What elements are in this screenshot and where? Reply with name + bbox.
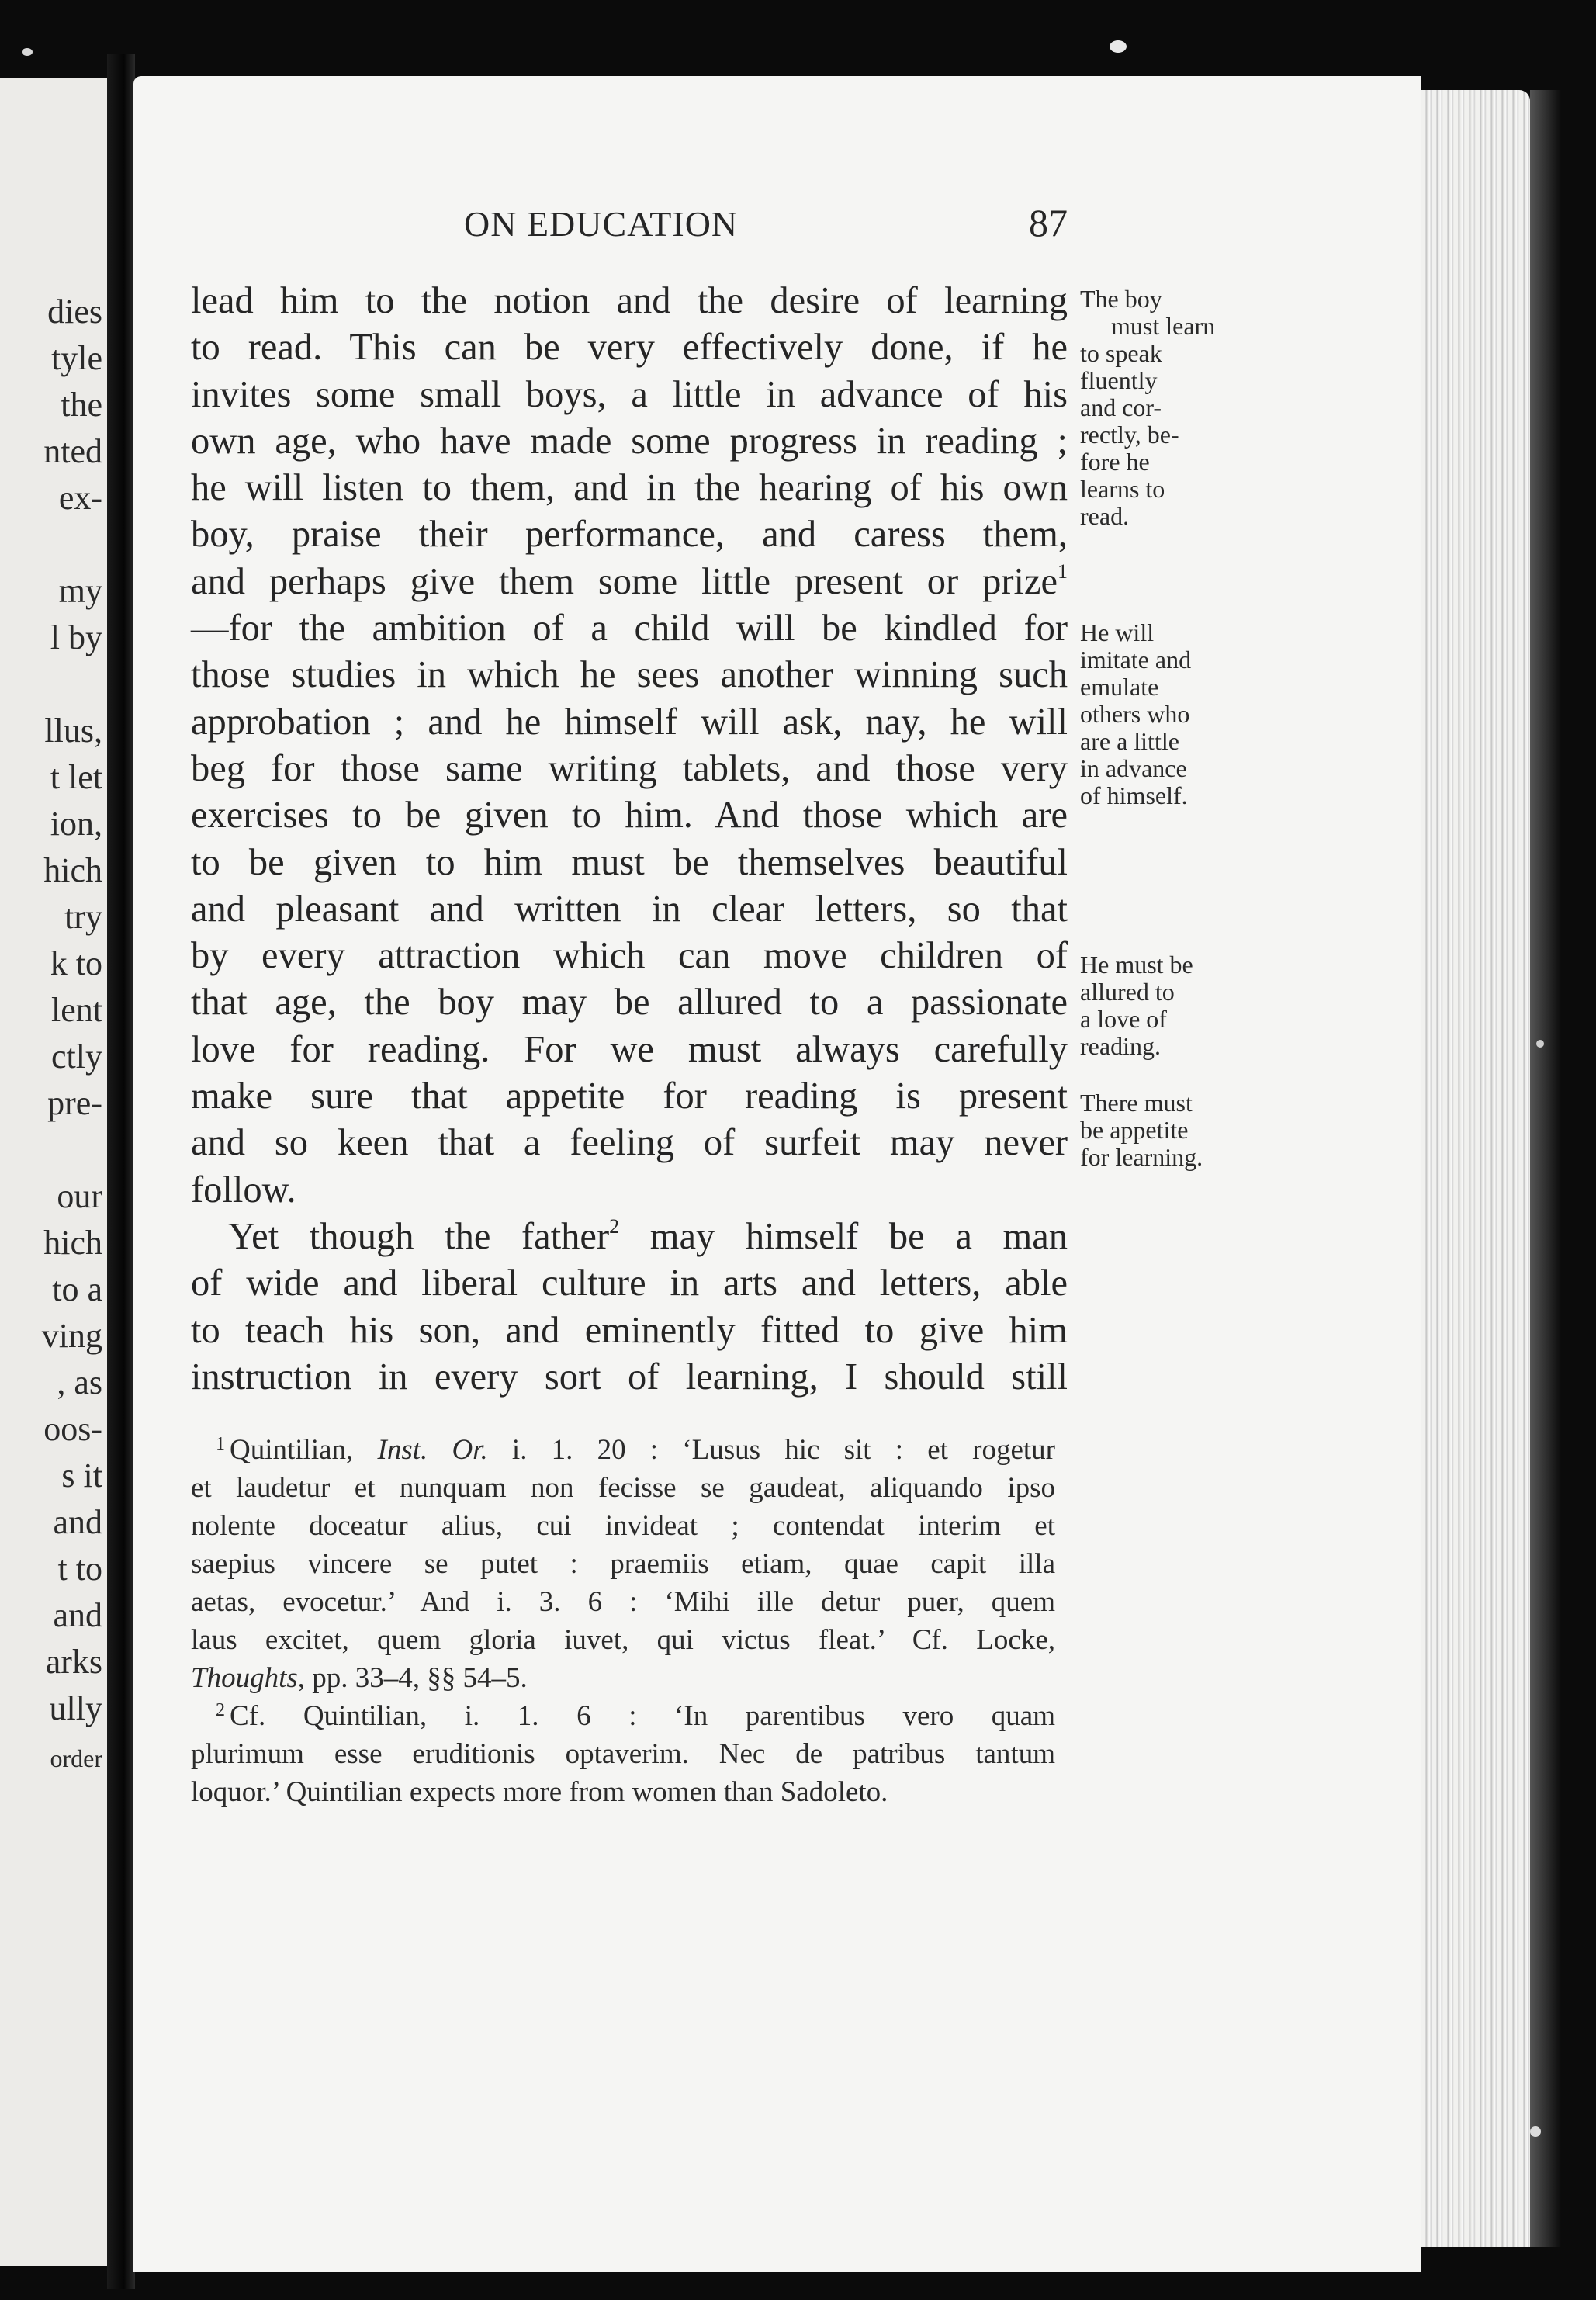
margin-note-line: of himself.	[1080, 781, 1188, 809]
text-line: those studies in which he sees another winning such	[191, 654, 1068, 696]
text-line: beg for those same writing tablets, and those very	[191, 747, 1068, 789]
footnote-ref-1: 1	[1058, 559, 1068, 583]
text-line: invites some small boys, a little in advance of his	[191, 373, 1068, 415]
left-page-fragment: the	[61, 386, 102, 424]
margin-note-line: be appetite	[1080, 1116, 1189, 1144]
footnote-1-line: nolente doceatur alius, cui invideat ; contendat interim et	[191, 1510, 1055, 1542]
margin-note-line: He will	[1080, 618, 1155, 646]
left-page-fragment: arks	[45, 1643, 102, 1681]
margin-note-line: must learn	[1111, 312, 1216, 340]
footnote-text: Quintilian,	[230, 1434, 378, 1466]
footnote-mark: 2	[216, 1700, 225, 1720]
left-page-fragment: try	[64, 898, 102, 936]
left-page-fragment: hich	[43, 1224, 102, 1262]
margin-note-line: and cor-	[1080, 393, 1162, 421]
footnote-text: i. 1. 20 : ‘Lusus hic sit : et rogetur	[487, 1434, 1055, 1466]
margin-note	[1080, 951, 1258, 1060]
margin-note	[1080, 1089, 1258, 1171]
left-page-fragment: lent	[51, 991, 102, 1029]
footnote-1-line	[191, 1431, 1055, 1469]
margin-note-line: He must be	[1080, 951, 1193, 979]
text-line-with-footnote	[191, 1214, 1068, 1260]
margin-note-line: to speak	[1080, 339, 1162, 367]
left-page-fragment: ctly	[51, 1037, 102, 1076]
margin-note	[1080, 619, 1258, 809]
left-page-fragment: tyle	[51, 339, 102, 377]
body-text	[191, 278, 1068, 1401]
margin-note-line: emulate	[1080, 673, 1159, 701]
text-line: —for the ambition of a child will be kindled for	[191, 608, 1068, 649]
margin-note-line: rectly, be-	[1080, 421, 1179, 449]
page-edges-stack	[1421, 90, 1530, 2247]
margin-note-line: read.	[1080, 502, 1130, 530]
text-line: instruction in every sort of learning, I should still	[191, 1356, 1068, 1398]
left-page-fragment: to a	[52, 1270, 102, 1308]
footnote-text: Cf. Quintilian, i. 1. 6 : ‘In parentibus vero quam	[230, 1700, 1055, 1732]
text-line: love for reading. For we must always carefully	[191, 1028, 1068, 1070]
text-line: lead him to the notion and the desire of learning	[191, 280, 1068, 321]
text-line: exercises to be given to him. And those which are	[191, 795, 1068, 837]
scan-speck	[22, 48, 33, 56]
text-line: boy, praise their performance, and caress them,	[191, 514, 1068, 556]
left-page-fragment: t to	[57, 1550, 102, 1588]
footnote-1-line	[191, 1659, 1055, 1697]
footnote-2-line: loquor.’ Quintilian expects more from women than Sadoleto.	[191, 1776, 888, 1808]
left-page-fragment: s it	[61, 1457, 102, 1495]
text-line: by every attraction which can move children of	[191, 935, 1068, 977]
left-page-fragment: , as	[57, 1363, 102, 1401]
text-line: he will listen to them, and in the hearing of his own	[191, 467, 1068, 509]
left-page-fragment: t let	[50, 758, 102, 796]
left-page-fragment: ving	[41, 1317, 102, 1355]
previous-page-edge	[0, 78, 109, 2266]
margin-note-line: in advance	[1080, 754, 1187, 782]
footnote-2-line	[191, 1697, 1055, 1735]
left-page-fragment: our	[57, 1177, 102, 1215]
left-page-fragment: nted	[43, 432, 102, 470]
text-line: make sure that appetite for reading is present	[191, 1076, 1068, 1117]
left-page-fragment: llus,	[44, 712, 102, 750]
scan-speck	[1530, 2126, 1541, 2137]
footnote-italic: Inst. Or.	[377, 1434, 488, 1466]
text-line: of wide and liberal culture in arts and letters, able	[191, 1263, 1068, 1304]
left-page-fragment: hich	[43, 851, 102, 889]
scan-speck	[1110, 40, 1127, 53]
margin-note-line: imitate and	[1080, 646, 1192, 674]
footnote-mark: 1	[216, 1434, 225, 1454]
margin-note-line: allured to	[1080, 978, 1175, 1006]
footnote-1-line: aetas, evocetur.’ And i. 3. 6 : ‘Mihi ille detur puer, quem	[191, 1586, 1055, 1618]
footnote-1-line: saepius vincere se putet : praemiis etiam, quae capit illa	[191, 1548, 1055, 1580]
text-line-with-footnote	[191, 559, 1068, 605]
left-page-fragment: my	[58, 572, 102, 610]
footnotes	[191, 1431, 1055, 1811]
footnote-1-line: et laudetur et nunquam non fecisse se gaudeat, aliquando ipso	[191, 1472, 1055, 1504]
margin-note-line: There must	[1080, 1089, 1193, 1117]
footnote-ref-2: 2	[609, 1214, 620, 1238]
margin-note-line: fluently	[1080, 366, 1158, 394]
page-number: 87	[1029, 201, 1068, 244]
margin-note-line: a love of	[1080, 1005, 1167, 1033]
text-segment: and perhaps give them some little present or prize	[191, 560, 1058, 602]
margin-note-line: are a little	[1080, 727, 1179, 755]
left-page-fragment: l by	[50, 618, 102, 656]
left-page-fragment: ion,	[50, 805, 102, 843]
left-page-fragment: pre-	[47, 1084, 102, 1122]
book-gutter	[107, 54, 135, 2289]
left-page-fragment: ully	[49, 1689, 102, 1727]
margin-note	[1080, 286, 1258, 530]
left-page-fragment: ex-	[58, 479, 102, 517]
margin-note-line: learns to	[1080, 475, 1165, 503]
text-segment: Yet though the father	[228, 1215, 610, 1257]
left-page-fragment: order	[50, 1744, 102, 1772]
margin-note-line: others who	[1080, 700, 1190, 728]
left-page-fragment: oos-	[43, 1410, 102, 1448]
left-page-fragment: k to	[50, 944, 102, 982]
text-line: that age, the boy may be allured to a passionate	[191, 982, 1068, 1024]
text-line: approbation ; and he himself will ask, nay, he will	[191, 701, 1068, 743]
margin-note-line: fore he	[1080, 448, 1150, 476]
running-head: ON EDUCATION	[464, 204, 739, 244]
text-line: and so keen that a feeling of surfeit may never	[191, 1122, 1068, 1164]
margin-note-line: for learning.	[1080, 1143, 1203, 1171]
margin-note-line: reading.	[1080, 1032, 1161, 1060]
margin-note-line: The boy	[1080, 285, 1162, 313]
text-line: to teach his son, and eminently fitted to give him	[191, 1309, 1068, 1351]
scan-speck	[1536, 1040, 1544, 1048]
left-page-fragment: and	[53, 1596, 102, 1634]
footnote-italic: Thoughts	[191, 1662, 298, 1694]
text-line: own age, who have made some progress in reading ;	[191, 420, 1068, 462]
text-line: follow.	[191, 1169, 296, 1211]
footnote-2-line: plurimum esse eruditionis optaverim. Nec de patribus tantum	[191, 1738, 1055, 1770]
text-segment: may himself be a man	[619, 1215, 1068, 1257]
left-page-fragment: and	[53, 1503, 102, 1541]
text-line: and pleasant and written in clear letters, so that	[191, 888, 1068, 930]
left-page-fragment: dies	[47, 293, 102, 331]
footnote-1-line: laus excitet, quem gloria iuvet, qui victus fleat.’ Cf. Locke,	[191, 1624, 1055, 1656]
text-line: to be given to him must be themselves beautiful	[191, 841, 1068, 883]
footnote-text: , pp. 33–4, §§ 54–5.	[297, 1662, 528, 1694]
text-line: to read. This can be very effectively done, if he	[191, 327, 1068, 369]
page-edges-shadow	[1530, 90, 1561, 2247]
